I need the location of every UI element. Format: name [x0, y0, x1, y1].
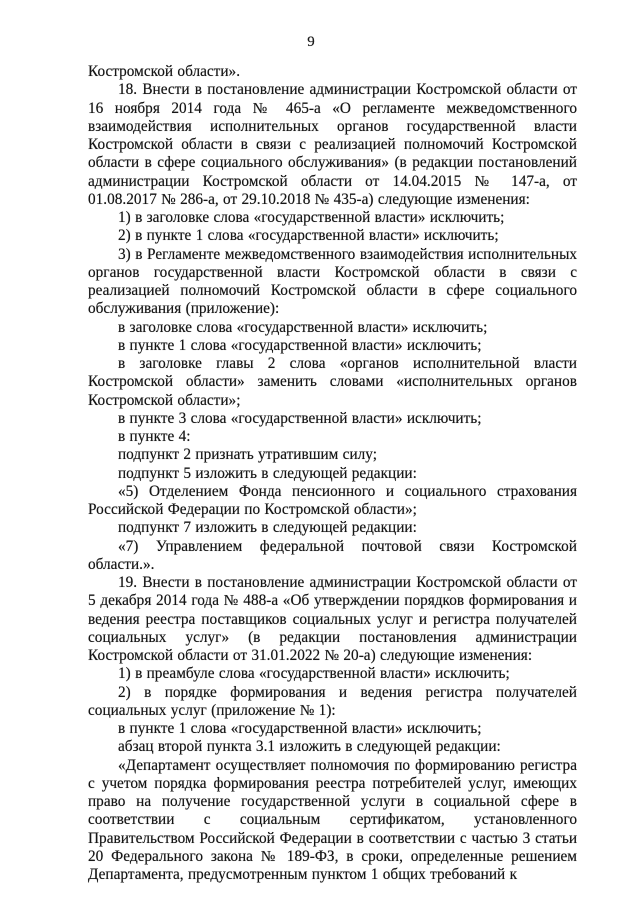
paragraph-amendment: в пункте 1 слова «государственной власти» исключить;	[118, 336, 482, 354]
paragraph-amendment: подпункт 2 признать утратившим силу;	[118, 446, 377, 464]
paragraph-amendment: в заголовке слова «государственной власти» исключить;	[118, 318, 488, 336]
paragraph-continuation: Костромской области».	[88, 63, 241, 80]
paragraph-amendment: в пункте 4:	[118, 428, 191, 445]
paragraph-subitem-2: 2) в порядке формирования и ведения регистра получателей социальных услуг (приложение № 1):	[88, 683, 577, 719]
paragraph-subitem-1: 1) в преамбуле слова «государственной власти» исключить;	[118, 665, 510, 683]
paragraph-amendment: абзац второй пункта 3.1 изложить в следующей редакции:	[118, 738, 501, 756]
paragraph-item-18: 18. Внести в постановление администрации Костромской области от 16 ноября 2014 года № 465-а «О регламенте межведомственного взаимодействия исполнительных органов государственной власти Костромской области в связи с реализацией полномочий Костромской области в сфере социального обслуживания» (в редакции постановлений администрации Костромской области от 14.04.2015 № 147-а, от 01.08.2017 № 286-а, от 29.10.2018 № 435-а) следующие изменения:	[88, 81, 577, 208]
page-number: 9	[307, 34, 315, 50]
document-body	[88, 63, 577, 884]
paragraph-amendment: в заголовке главы 2 слова «органов исполнительной власти Костромской области» заменить словами «исполнительных органов Костромской области»;	[88, 355, 577, 409]
paragraph-subitem-3: 3) в Регламенте межведомственного взаимодействия исполнительных органов государственной власти Костромской области в связи с реализацией полномочий Костромской области в сфере социального обслуживания (приложение):	[88, 245, 577, 318]
paragraph-amendment: подпункт 7 изложить в следующей редакции:	[118, 519, 417, 537]
paragraph-item-19: 19. Внести в постановление администрации Костромской области от 5 декабря 2014 года № 488-а «Об утверждении порядков формирования и ведения реестра поставщиков социальных услуг и регистра получателей социальных услуг» (в редакции постановления администрации Костромской области от 31.01.2022 № 20-а) следующие изменения:	[88, 574, 577, 664]
paragraph-quoted-text: «5) Отделением Фонда пенсионного и социального страхования Российской Федерации по Костромской области»;	[88, 482, 577, 518]
paragraph-amendment: в пункте 1 слова «государственной власти» исключить;	[118, 720, 482, 737]
paragraph-amendment: подпункт 5 изложить в следующей редакции:	[118, 464, 417, 482]
paragraph-quoted-text: «7) Управлением федеральной почтовой связи Костромской области.».	[88, 537, 577, 573]
paragraph-quoted-text: «Департамент осуществляет полномочия по формированию регистра с учетом порядка формирования реестра потребителей услуг, имеющих право на получение государственной услуги в социальной сфере в соответствии с социальным сертификатом, установленного Правительством Российской Федерации в соответствии с частью 3 статьи 20 Федерального закона № 189-ФЗ, в сроки, определенные решением Департамента, предусмотренным пунктом 1 общих требований к	[88, 756, 577, 883]
paragraph-subitem-2: 2) в пункте 1 слова «государственной власти» исключить;	[118, 227, 499, 245]
paragraph-amendment: в пункте 3 слова «государственной власти» исключить;	[118, 409, 482, 427]
paragraph-subitem-1: 1) в заголовке слова «государственной власти» исключить;	[118, 209, 505, 226]
